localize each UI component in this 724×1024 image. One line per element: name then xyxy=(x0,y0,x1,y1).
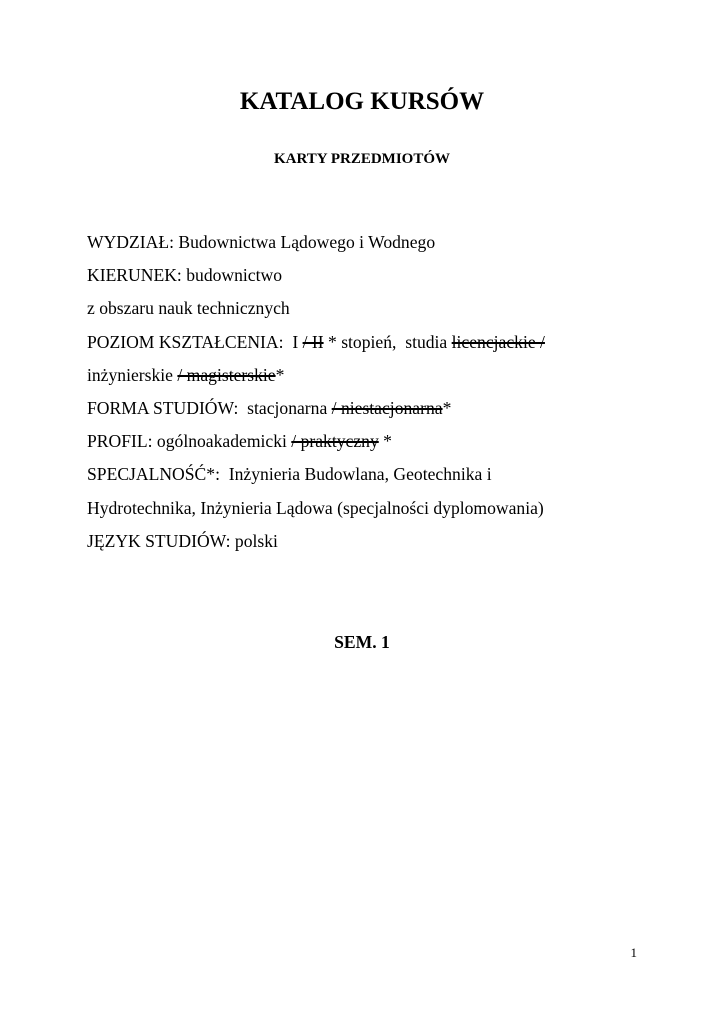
field-of-study-line xyxy=(87,259,647,292)
profile-value: ogólnoakademicki xyxy=(156,431,287,452)
faculty-label: WYDZIAŁ: xyxy=(87,232,174,252)
studies-text: studia xyxy=(405,331,448,352)
study-form-label: FORMA STUDIÓW: xyxy=(87,397,239,418)
specialization-line xyxy=(87,458,647,491)
profile-label: PROFIL: xyxy=(87,431,153,452)
study-form-asterisk: * xyxy=(442,397,452,418)
science-area-line xyxy=(87,292,647,325)
faculty-line xyxy=(87,226,647,259)
specialization-value-line1: Inżynieria Budowlana, Geotechnika i xyxy=(228,464,492,485)
specialization-label: SPECJALNOŚĆ*: xyxy=(87,464,220,485)
education-level-label: POZIOM KSZTAŁCENIA: xyxy=(87,331,284,352)
document-subtitle: KARTY PRZEDMIOTÓW xyxy=(273,151,450,167)
document-title: KATALOG KURSÓW xyxy=(239,88,485,115)
education-level-line xyxy=(87,326,647,359)
education-level-line-2 xyxy=(87,359,647,392)
degree-cycle-text: * stopień, xyxy=(328,331,397,352)
program-info xyxy=(87,226,647,558)
language-value: polski xyxy=(234,530,278,551)
education-level-asterisk: * xyxy=(275,364,285,385)
science-area-text: z obszaru nauk technicznych xyxy=(87,298,290,319)
profile-asterisk: * xyxy=(383,431,392,452)
bachelor-struck: licencjackie / xyxy=(451,331,545,352)
language-label: JĘZYK STUDIÓW: xyxy=(87,530,231,551)
study-form-line xyxy=(87,392,647,425)
page-number: 1 xyxy=(630,945,637,960)
field-of-study-value: budownictwo xyxy=(186,265,282,286)
specialization-value-line2: Hydrotechnika, Inżynieria Lądowa (specjalności dyplomowania) xyxy=(87,497,544,518)
field-of-study-label: KIERUNEK: xyxy=(87,265,182,286)
study-form-struck: / niestacjonarna xyxy=(331,397,443,418)
education-level-second-struck: / II xyxy=(302,331,324,352)
specialization-line-2 xyxy=(87,492,647,525)
faculty-value: Budownictwa Lądowego i Wodnego xyxy=(178,232,436,252)
engineering-text: inżynierskie xyxy=(87,364,173,385)
master-struck: / magisterskie xyxy=(177,364,276,385)
profile-struck: / praktyczny xyxy=(291,431,379,452)
education-level-first: I xyxy=(292,331,299,352)
semester-heading: SEM. 1 xyxy=(334,632,390,652)
profile-line xyxy=(87,425,647,458)
study-form-value: stacjonarna xyxy=(247,397,328,418)
language-line xyxy=(87,525,647,558)
